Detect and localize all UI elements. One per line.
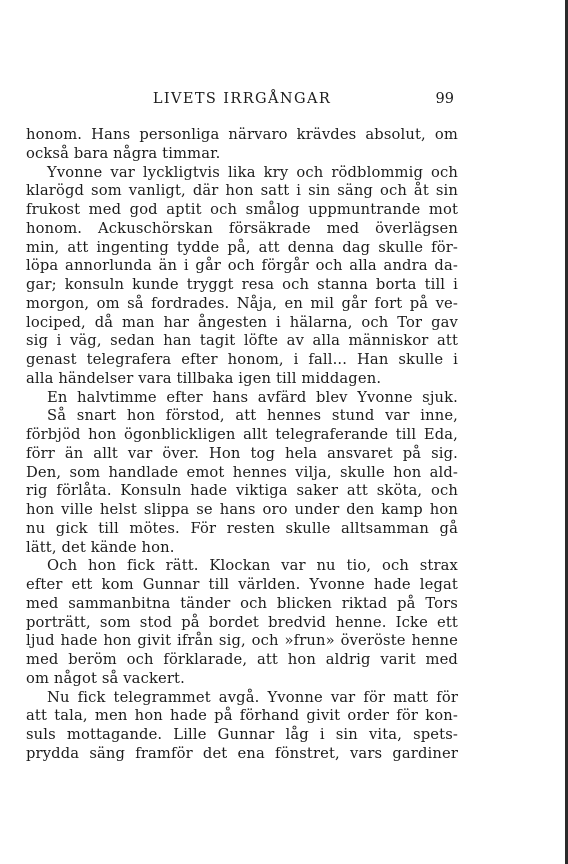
text-line: Så snart hon förstod, att hennes stund var inne,	[47, 407, 458, 425]
text-line: efter ett kom Gunnar till världen. Yvonne hade legat	[26, 576, 458, 593]
body-text	[26, 126, 458, 764]
text-line: En halvtimme efter hans avfärd blev Yvonne sjuk.	[47, 388, 458, 406]
text-line: lätt, det kände hon.	[26, 538, 175, 556]
text-line: nu gick till mötes. För resten skulle alltsamman gå	[26, 519, 458, 537]
text-line: med beröm och förklarade, att hon aldrig varit med	[26, 651, 458, 668]
text-line: lociped, då man har ångesten i hälarna, och Tor gav	[26, 313, 458, 331]
text-line: sig i väg, sedan han tagit löfte av alla människor att	[26, 332, 458, 350]
text-line: Och hon fick rätt. Klockan var nu tio, och strax	[47, 557, 458, 575]
text-line: rig förlåta. Konsuln hade viktiga saker att sköta, och	[26, 482, 458, 500]
text-line: Yvonne var lyckligtvis lika kry och rödblommig och	[47, 163, 458, 181]
text-line: honom. Hans personliga närvaro krävdes absolut, om	[26, 126, 458, 143]
text-line: med sammanbitna tänder och blicken riktad på Tors	[26, 594, 458, 612]
text-line: förbjöd hon ögonblickligen allt telegraferande till Eda,	[26, 426, 458, 443]
text-line: förr än allt var över. Hon tog hela ansvaret på sig.	[26, 444, 458, 462]
text-line: min, att ingenting tydde på, att denna dag skulle för-	[26, 238, 458, 256]
text-line: om något så vackert.	[26, 669, 185, 687]
page-header	[26, 91, 458, 111]
text-line: gar; konsuln kunde tryggt resa och stanna borta till i	[26, 276, 458, 293]
text-line: löpa annorlunda än i går och förgår och alla andra da-	[26, 257, 458, 275]
text-line: honom. Ackuschörskan försäkrade med överlägsen	[26, 219, 458, 237]
text-line: frukost med god aptit och smålog uppmuntrande mot	[26, 201, 458, 218]
text-line: att tala, men hon hade på förhand givit order för kon-	[26, 707, 458, 725]
page-number: 99	[435, 91, 454, 107]
text-line: alla händelser vara tillbaka igen till middagen.	[26, 369, 382, 387]
text-line: porträtt, som stod på bordet bredvid henne. Icke ett	[26, 613, 458, 631]
text-line: suls mottagande. Lille Gunnar låg i sin vita, spets-	[26, 726, 458, 743]
running-title: LIVETS IRRGÅNGAR	[152, 91, 332, 107]
text-line: ljud hade hon givit ifrån sig, och »frun» överöste henne	[26, 632, 458, 650]
text-line: klarögd som vanligt, där hon satt i sin säng och åt sin	[26, 182, 458, 200]
text-line: Den, som handlade emot hennes vilja, skulle hon ald-	[26, 463, 458, 481]
text-line: hon ville helst slippa se hans oro under den kamp hon	[26, 501, 458, 518]
text-line: morgon, om så fordrades. Nåja, en mil går fort på ve-	[26, 294, 458, 312]
text-line: genast telegrafera efter honom, i fall... Han skulle i	[26, 351, 458, 368]
text-line: prydda säng framför det ena fönstret, vars gardiner	[26, 744, 458, 762]
text-line: också bara några timmar.	[26, 144, 221, 162]
text-line: Nu fick telegrammet avgå. Yvonne var för matt för	[47, 688, 458, 706]
